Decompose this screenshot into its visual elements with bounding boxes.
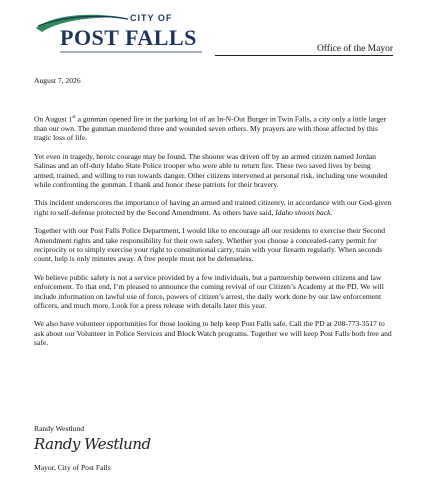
paragraph-6: We also have volunteer opportunities for those looking to help keep Post Falls safe. Call the PD at 208-773-3517 to ask about our Volunteer in Police Services and Block Watch programs. Together we will keep Post Falls both free and safe. <box>34 319 392 348</box>
paragraph-4: Together with our Post Falls Police Department, I would like to encourage all our residents to exercise their Second Amendment rights and take responsibility for their own safety. Whether you choose a concealed-carry permit for reciprocity or to simply exercise your right to constitutional carry, train with your firearm regularly. When seconds count, help is only minutes away. A free people must not be defenseless. <box>34 226 386 264</box>
city-logo <box>34 12 204 58</box>
letter-body <box>34 113 392 357</box>
signer-title: Mayor, City of Post Falls <box>34 463 111 472</box>
paragraph-2: Yet even in tragedy, heroic courage may be found. The shooter was driven off by an armed citizen named Jordan Salinas and an off-duty Idaho State Police trooper who were able to return fire. These two saved lives by being armed, trained, and willing to run towards danger. Other citizens intervened at personal risk, including one wounded while confronting the gunman. I thank and honor these patriots for their bravery. <box>34 151 388 189</box>
city-of-label: CITY OF <box>130 13 173 23</box>
emphasis-text: Idaho shoots back. <box>275 207 333 217</box>
paragraph-5: We believe public safety is not a service provided by a few individuals, but a partnership between citizens and law enforcement. To that end, I’m pleased to announce the coming revival of our Citizen’s Academy at the PD. We will include information on lawful use of force, powers of citizen’s arrest, the daily work done by our law enforcement officers, and much more. Look for a press release with details later this year. <box>34 272 384 311</box>
city-name: POST FALLS <box>60 25 197 50</box>
office-of-mayor-heading: Office of the Mayor <box>215 44 393 56</box>
letterhead <box>34 12 394 60</box>
handwritten-signature: Randy Westlund <box>34 435 151 453</box>
paragraph-1: On August 1st a gunman opened fire in the parking lot of an In-N-Out Burger in Twin Falls, a city only a little larger than our own. The gunman murdered three and wounded seven others. My prayers are with those affected by this tragic loss of life. <box>34 114 387 143</box>
letter-date: August 7, 2026 <box>34 76 81 85</box>
signer-name: Randy Westlund <box>34 424 85 433</box>
paragraph-3: This incident underscores the importance of having an armed and trained citizenry, in accordance with our God-given right to self-defense protected by the Second Amendment. As others have said, Idaho shoots back. <box>34 198 392 217</box>
